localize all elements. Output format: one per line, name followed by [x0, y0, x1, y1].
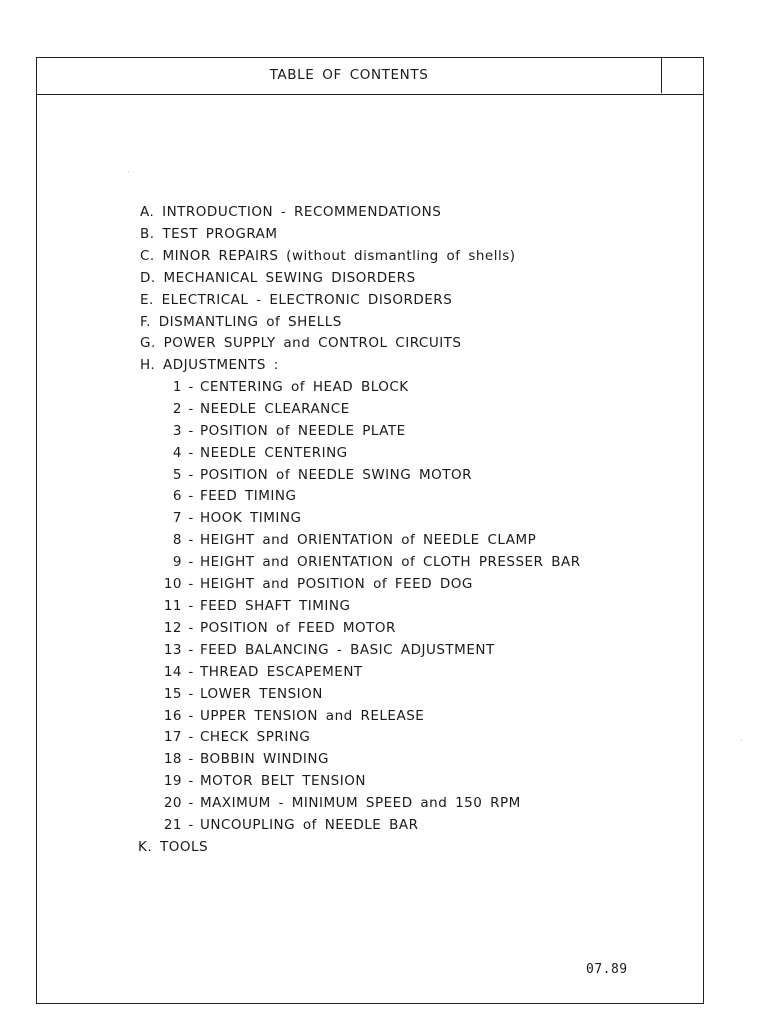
item-number: 5	[172, 467, 182, 483]
page-frame	[36, 57, 704, 1004]
item-title: MOTOR BELT TENSION	[200, 773, 366, 789]
item-title: FEED TIMING	[200, 488, 297, 504]
section-title: ELECTRICAL - ELECTRONIC DISORDERS	[161, 292, 453, 308]
header-bar	[37, 58, 703, 95]
item-separator: -	[188, 664, 194, 680]
item-title: CENTERING of HEAD BLOCK	[200, 379, 409, 395]
adjustment-item	[154, 773, 366, 789]
toc-section-k	[138, 839, 208, 855]
adjustment-item	[154, 488, 296, 504]
item-title: HOOK TIMING	[200, 510, 302, 526]
toc-section-e	[140, 292, 452, 308]
toc-section-b	[140, 226, 278, 242]
item-separator: -	[188, 817, 194, 833]
item-separator: -	[188, 773, 194, 789]
item-separator: -	[188, 795, 194, 811]
item-title: NEEDLE CENTERING	[200, 445, 348, 461]
adjustment-item	[154, 379, 409, 395]
section-title: TEST PROGRAM	[162, 226, 278, 242]
section-title: POWER SUPPLY and CONTROL CIRCUITS	[163, 335, 462, 351]
item-number: 14	[163, 664, 182, 680]
adjustment-item	[154, 401, 350, 417]
item-title: NEEDLE CLEARANCE	[200, 401, 350, 417]
item-separator: -	[188, 620, 194, 636]
page-title: TABLE OF CONTENTS	[269, 67, 429, 83]
item-separator: -	[188, 401, 194, 417]
item-number: 17	[163, 729, 182, 745]
adjustment-item	[154, 598, 350, 614]
item-title: HEIGHT and POSITION of FEED DOG	[200, 576, 473, 592]
item-title: UNCOUPLING of NEEDLE BAR	[200, 817, 419, 833]
toc-section-f	[140, 314, 342, 330]
item-separator: -	[188, 598, 194, 614]
adjustment-item	[154, 642, 495, 658]
item-number: 2	[172, 401, 182, 417]
item-title: UPPER TENSION and RELEASE	[200, 708, 425, 724]
item-separator: -	[188, 576, 194, 592]
item-separator: -	[188, 729, 194, 745]
item-title: POSITION of FEED MOTOR	[200, 620, 396, 636]
section-letter: K.	[138, 839, 153, 855]
adjustment-item	[154, 729, 310, 745]
item-title: LOWER TENSION	[200, 686, 323, 702]
toc-section-g	[140, 335, 462, 351]
scan-speck	[128, 171, 129, 172]
item-separator: -	[188, 708, 194, 724]
item-separator: -	[188, 379, 194, 395]
item-separator: -	[188, 467, 194, 483]
item-number: 18	[163, 751, 182, 767]
adjustment-item	[154, 751, 329, 767]
adjustment-item	[154, 620, 396, 636]
toc-section-a	[140, 204, 441, 220]
adjustment-item	[154, 664, 363, 680]
adjustment-item	[154, 532, 536, 548]
section-letter: C.	[140, 248, 155, 264]
item-separator: -	[188, 751, 194, 767]
document-code: 07.89	[586, 962, 628, 977]
adjustment-item	[154, 510, 301, 526]
item-number: 10	[163, 576, 182, 592]
section-letter: D.	[140, 270, 156, 286]
scan-speck	[741, 740, 742, 741]
adjustment-item	[154, 445, 348, 461]
adjustment-item	[154, 576, 473, 592]
item-number: 12	[163, 620, 182, 636]
item-number: 13	[163, 642, 182, 658]
item-title: BOBBIN WINDING	[200, 751, 329, 767]
item-separator: -	[188, 554, 194, 570]
adjustment-item	[154, 708, 424, 724]
adjustment-item	[154, 467, 472, 483]
section-letter: A.	[140, 204, 155, 220]
item-title: HEIGHT and ORIENTATION of CLOTH PRESSER BAR	[200, 554, 581, 570]
toc-section-d	[140, 270, 416, 286]
toc-section-c	[140, 248, 516, 264]
item-number: 8	[172, 532, 182, 548]
item-number: 11	[163, 598, 182, 614]
item-title: HEIGHT and ORIENTATION of NEEDLE CLAMP	[200, 532, 537, 548]
item-number: 6	[172, 488, 182, 504]
adjustment-item	[154, 554, 581, 570]
item-number: 19	[163, 773, 182, 789]
item-number: 15	[163, 686, 182, 702]
adjustment-item	[154, 423, 406, 439]
item-number: 21	[163, 817, 182, 833]
item-title: POSITION of NEEDLE PLATE	[200, 423, 406, 439]
item-number: 20	[163, 795, 182, 811]
section-letter: E.	[140, 292, 154, 308]
section-title: ADJUSTMENTS :	[163, 357, 279, 373]
item-separator: -	[188, 423, 194, 439]
header-corner-box	[661, 58, 703, 93]
item-title: MAXIMUM - MINIMUM SPEED and 150 RPM	[200, 795, 521, 811]
section-letter: B.	[140, 226, 155, 242]
section-title: TOOLS	[159, 839, 209, 855]
item-separator: -	[188, 445, 194, 461]
item-number: 4	[172, 445, 182, 461]
item-title: FEED SHAFT TIMING	[200, 598, 351, 614]
section-title: DISMANTLING of SHELLS	[158, 314, 342, 330]
item-number: 9	[172, 554, 182, 570]
section-title: INTRODUCTION - RECOMMENDATIONS	[162, 204, 442, 220]
section-letter: G.	[140, 335, 156, 351]
item-title: CHECK SPRING	[200, 729, 311, 745]
section-letter: H.	[140, 357, 156, 373]
item-title: POSITION of NEEDLE SWING MOTOR	[200, 467, 473, 483]
item-number: 1	[172, 379, 182, 395]
adjustment-item	[154, 817, 418, 833]
item-separator: -	[188, 532, 194, 548]
adjustment-item	[154, 795, 521, 811]
item-separator: -	[188, 642, 194, 658]
item-number: 3	[172, 423, 182, 439]
adjustment-item	[154, 686, 323, 702]
item-separator: -	[188, 686, 194, 702]
toc-section-h	[140, 357, 279, 373]
section-title: MINOR REPAIRS (without dismantling of shells)	[162, 248, 516, 264]
item-number: 16	[163, 708, 182, 724]
item-separator: -	[188, 510, 194, 526]
item-title: FEED BALANCING - BASIC ADJUSTMENT	[200, 642, 495, 658]
section-letter: F.	[140, 314, 151, 330]
item-separator: -	[188, 488, 194, 504]
section-title: MECHANICAL SEWING DISORDERS	[163, 270, 416, 286]
item-number: 7	[172, 510, 182, 526]
item-title: THREAD ESCAPEMENT	[200, 664, 363, 680]
